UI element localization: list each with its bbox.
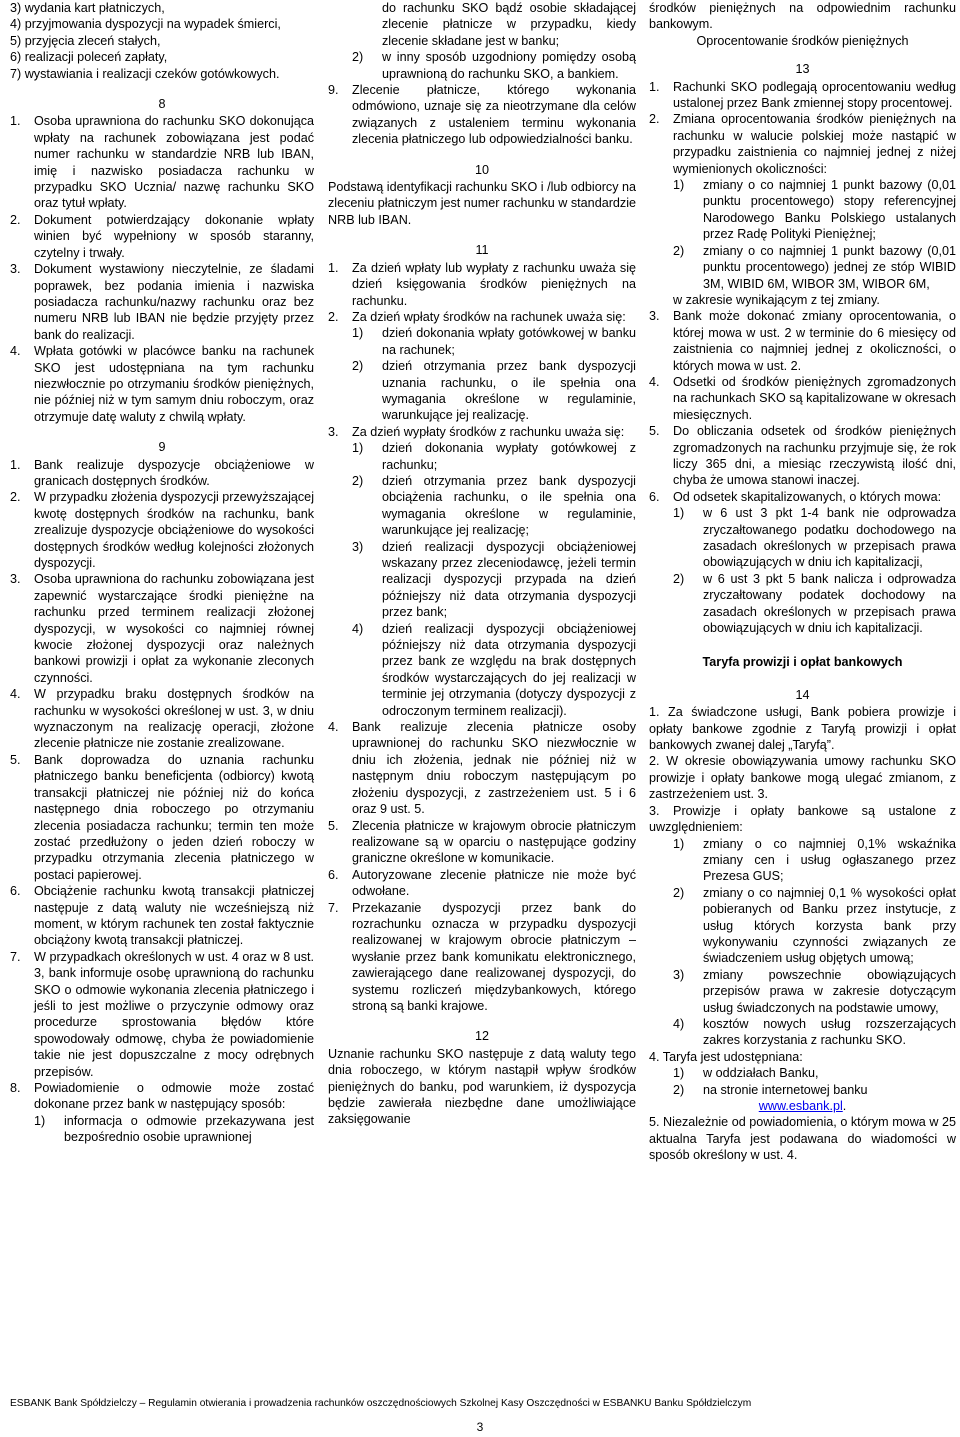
sub-item: 4) dzień realizacji dyspozycji obciążeniowej późniejszy niż data otrzymania dyspozycji przez bank ze względu na brak dostępnych środków wystarczających do jej realizacji w terminie jej otrzymania (dotyczy dyspozycji z odroczonym terminem realizacji).: [352, 621, 636, 718]
sub-item: 3) dzień realizacji dyspozycji obciążeniowej wskazany przez zleceniodawcę, jeżeli termin realizacji dyspozycji przypada na dzień późniejszy niż data otrzymania dyspozycji przez bank;: [352, 539, 636, 620]
paragraph-continued: środków pieniężnych na odpowiednim rachunku bankowym.: [649, 1, 956, 32]
column-left: [10, 0, 314, 1146]
paragraph: 3. Osoba uprawniona do rachunku zobowiązana jest zapewnić wystarczające środki pieniężne na rachunku przed terminem realizacji złożonej dyspozycji, w wysokości co najmniej równej kwocie złożonej dyspozycji oraz należnych bankowi prowizji i opłat za wykonanie zleconych czynności.: [10, 572, 314, 685]
page-number: 3: [476, 1420, 484, 1434]
paragraph: 5. Zlecenia płatnicze w krajowym obrocie płatniczym realizowane są w oparciu o następujące godziny graniczne określone w komunikacie.: [328, 818, 636, 866]
heading-interest: Oprocentowanie środków pieniężnych: [696, 33, 909, 48]
sub-item: 2) dzień otrzymania przez bank dyspozycji uznania rachunku, o ile spełnia ona wymagania określone w regulaminie, warunkujące jej realizację.: [352, 359, 636, 423]
sub-item: 3) zmiany powszechnie obowiązujących przepisów prawa w zakresie dotyczącym usług świadczonych na podstawie umowy,: [673, 967, 956, 1015]
column-right: [649, 0, 956, 1164]
paragraph: 3. Bank może dokonać zmiany oprocentowania, o której mowa w ust. 2 w terminie do 6 miesięcy od zaistnienia co najmniej jednej z okoliczności, o których mowa w ust. 2.: [649, 309, 956, 373]
sub-item: 1) dzień dokonania wypłaty gotówkowej z rachunku;: [352, 441, 636, 472]
sub-item: 2) na stronie internetowej banku: [673, 1082, 868, 1097]
section-title-10: 10: [474, 162, 489, 177]
section-title-11: 11: [475, 243, 489, 258]
section-title-14: 14: [795, 687, 810, 702]
paragraph: 4. Bank realizuje zlecenia płatnicze osoby uprawnionej do rachunku SKO niezwłocznie w dniu ich złożenia, jednak nie później niż w następnym dniu roboczym następującym po złożeniu dyspozycji, z zastrzeżeniem ust. 5 i 6 oraz 9 ust. 5.: [328, 720, 636, 817]
paragraph: 2. Za dzień wpłaty środków na rachunek uważa się:: [328, 309, 626, 324]
paragraph: 1. Osoba uprawniona do rachunku SKO dokonująca wpłaty na rachunek zobowiązana jest podać numer rachunku w standardzie NRB lub IBAN, imię i nazwisko posiadacza rachunku w przypadku SKO Ucznia/ nazwę rachunku SKO oraz tytuł wpłaty.: [10, 114, 314, 211]
sub-item: 1) zmiany o co najmniej 0,1% wskaźnika zmiany cen i usług ogłaszanego przez Prezesa GUS;: [673, 836, 956, 884]
website-link[interactable]: www.esbank.pl: [758, 1099, 843, 1113]
sub-item: 1) dzień dokonania wpłaty gotówkowej w banku na rachunek;: [352, 326, 636, 357]
sub-item: 2) dzień otrzymania przez bank dyspozycji obciążenia rachunku, o ile spełnia ona wymagania określone w regulaminie, warunkujące jej realizację;: [352, 473, 636, 538]
paragraph: Podstawą identyfikacji rachunku SKO i /lub odbiorcy na zleceniu płatniczym jest numer rachunku w standardzie NRB lub IBAN.: [328, 180, 637, 227]
sub-item: 2) w 6 ust 3 pkt 5 bank nalicza i odprowadza zryczałtowany podatek dochodowy na zasadach określonych w przepisach prawa obowiązujących w dniu ich kapitalizacji.: [673, 571, 956, 636]
list-item: 3) wydania kart płatniczych,: [10, 1, 165, 15]
paragraph: 7. Przekazanie dyspozycji przez bank do rozrachunku oznacza w przypadku dyspozycji realizowanej w krajowym obrocie płatniczym – wysłanie przez bank komunikatu elektronicznego, zawierającego dane realizowanej dyspozycji, do systemu rozliczeń międzybankowych, którego stroną są banki krajowe.: [328, 900, 636, 1013]
sub-item: 2) w inny sposób uzgodniony pomiędzy osobą uprawnioną do rachunku SKO, a bankiem.: [352, 50, 636, 81]
list-item: 5) przyjęcia zleceń stałych,: [10, 33, 161, 48]
paragraph: 9. Zlecenie płatnicze, którego wykonania odmówiono, uznaje się za nieotrzymane dla celów związanych z ustaleniem terminu wykonania zlecenia płatniczego lub odpowiedzialności banku.: [328, 83, 636, 147]
section-title-8: 8: [158, 97, 166, 112]
paragraph: 4. Odsetki od środków pieniężnych zgromadzonych na rachunkach SKO są kapitalizowane w okresach miesięcznych.: [649, 374, 956, 422]
column-middle: [328, 0, 636, 1128]
paragraph: 5. Do obliczania odsetek od środków pieniężnych zgromadzonych na rachunku przyjmuje się, że rok liczy 365 dni, a miesiąc rzeczywistą ilość dni, chyba że umowa stanowi inaczej.: [649, 424, 956, 488]
paragraph: 4. W przypadku braku dostępnych środków na rachunku w wysokości określonej w ust. 3, w dniu wyznaczonym na realizację operacji, złożone zlecenie płatnicze nie zostanie zrealizowane.: [10, 687, 314, 751]
sub-item: 1) informacja o odmowie przekazywana jest bezpośrednio osobie uprawnionej: [34, 1113, 314, 1145]
paragraph: 1. Za dzień wpłaty lub wypłaty z rachunku uważa się dzień księgowania środków pieniężnych na rachunku.: [328, 260, 636, 308]
paragraph: 3. Prowizje i opłaty bankowe są ustalone z uwzględnieniem:: [649, 803, 956, 835]
paragraph: 1. Rachunki SKO podlegają oprocentowaniu według ustalonej przez Bank zmiennej stopy procentowej.: [649, 79, 956, 111]
paragraph: 1. Za świadczone usługi, Bank pobiera prowizje i opłaty bankowe zgodnie z Taryfą prowizji i opłat bankowych zwanej dalej „Taryfą”.: [649, 705, 956, 753]
paragraph: 6. Autoryzowane zlecenie płatnicze nie może być odwołane.: [328, 867, 636, 899]
sub-item: 1) zmiany o co najmniej 1 punkt bazowy (0,01 punktu procentowego) stopy referencyjnej Narodowego Banku Polskiego ustalanych przez Radę Polityki Pieniężnej;: [673, 178, 956, 242]
paragraph: 3. Za dzień wypłaty środków z rachunku uważa się:: [328, 424, 625, 439]
sub-item: 2) zmiany o co najmniej 1 punkt bazowy (0,01 punktu procentowego) jednej ze stóp WIBID 3M, WIBID 6M, WIBOR 3M, WIBOR 6M,: [673, 243, 956, 291]
paragraph: 2. Zmiana oprocentowania środków pieniężnych na rachunku w walucie polskiej może nastąpić w przypadku zaistnienia co najmniej jednej z niżej wymienionych okoliczności:: [649, 112, 956, 176]
paragraph: 3. Dokument wystawiony nieczytelnie, ze śladami poprawek, bez podania imienia i nazwiska posiadacza rachunku/nazwy rachunku oraz bez numeru NRB lub IBAN nie będzie przyjęty przez bank do realizacji.: [10, 262, 314, 342]
list-item: 4) przyjmowania dyspozycji na wypadek śmierci,: [10, 17, 281, 32]
page-footer: ESBANK Bank Spółdzielczy – Regulamin otwierania i prowadzenia rachunków oszczędnościowych Szkolnej Kasy Oszczędności w ESBANKU Banku Spółdzielczym: [10, 1398, 752, 1409]
sub-item-tail: w zakresie wynikającym z tej zmiany.: [673, 292, 880, 307]
website-line: www.esbank.pl.: [758, 1099, 847, 1113]
sub-item: 4) kosztów nowych usług rozszerzających zakres korzystania z rachunku SKO.: [673, 1016, 956, 1048]
paragraph: 5. Niezależnie od powiadomienia, o którym mowa w 25 aktualna Taryfa jest podawana do wiadomości w sposób określony w ust. 4.: [649, 1115, 956, 1163]
paragraph: 5. Bank doprowadza do uznania rachunku płatniczego banku beneficjenta (odbiorcy) kwotą transakcji płatniczej nie później niż do końca następnego dnia roboczego po otrzymaniu zlecenia posiadacza rachunku; termin ten może zostać przedłużony o jeden dzień roboczy w przypadku otrzymania zlecenia płatniczego w postaci papierowej.: [10, 752, 314, 882]
sub-item: 1) w 6 ust 3 pkt 1-4 bank nie odprowadza zryczałtowanego podatku dochodowego na zasadach określonych w przepisach prawa obowiązujących w dniu ich kapitalizacji,: [673, 506, 956, 570]
paragraph: Uznanie rachunku SKO następuje z datą waluty tego dnia roboczego, w którym nastąpił wpływ środków pieniężnych do banku, pod warunkiem, iż dyspozycja będzie zawierała niezbędne dane umożliwiające zaksięgowanie: [328, 1046, 636, 1127]
sub-item-continued: do rachunku SKO bądź osobie składającej zlecenie płatnicze w przypadku, kiedy zlecenie składane jest w banku;: [382, 1, 636, 48]
paragraph: 1. Bank realizuje dyspozycje obciążeniowe w granicach dostępnych środków.: [10, 457, 314, 488]
paragraph: 8. Powiadomienie o odmowie może zostać dokonane przez bank w następujący sposób:: [10, 1081, 314, 1112]
paragraph: 2. W okresie obowiązywania umowy rachunku SKO prowizje i opłaty bankowe mogą ulegać zmianom, z zastrzeżeniem ust. 3.: [649, 754, 956, 802]
paragraph: 4. Taryfa jest udostępniana:: [649, 1049, 803, 1064]
list-item: 6) realizacji poleceń zapłaty,: [10, 50, 168, 65]
paragraph: 6. Od odsetek skapitalizowanych, o których mowa:: [649, 489, 942, 504]
section-title-9: 9: [158, 440, 166, 455]
sub-item: 2) zmiany o co najmniej 0,1 % wysokości opłat pobieranych od Banku przez instytucje, z usług których korzysta bank przy wykonywaniu czynności związanych ze świadczeniem usług objętych umową;: [673, 885, 956, 966]
paragraph: 2. Dokument potwierdzający dokonanie wpłaty winien być wypełniony w sposób staranny, czytelny i trwały.: [10, 212, 314, 260]
paragraph: 7. W przypadkach określonych w ust. 4 oraz w 8 ust. 3, bank informuje osobę uprawnioną do rachunku SKO o odmowie wykonania zlecenia płatniczego i jeśli to jest możliwe o przyczynie odmowy oraz procedurze sprostowania błędów które spowodowały odmowę, chyba że powiadomienie takie nie jest dopuszczalne z mocy odrębnych przepisów.: [10, 949, 314, 1079]
list-item: 7) wystawiania i realizacji czeków gotówkowych.: [10, 66, 280, 81]
section-title-13: 13: [795, 62, 810, 77]
paragraph: 4. Wpłata gotówki w placówce banku na rachunek SKO jest udostępniana na tym rachunku niezwłocznie po otrzymaniu środków pieniężnych, nie później niż w tym samym dniu roboczym, oraz otrzymuje datę waluty z chwilą wpłaty.: [10, 344, 314, 424]
paragraph: 2. W przypadku złożenia dyspozycji przewyższającej kwotę dostępnych środków na rachunku, bank zrealizuje dyspozycje obciążeniowe do wysokości dostępnych środków według kolejności złożonych dyspozycji.: [10, 490, 314, 570]
sub-item: 1) w oddziałach Banku,: [673, 1066, 819, 1081]
heading-fees: Taryfa prowizji i opłat bankowych: [702, 655, 903, 670]
section-title-12: 12: [474, 1029, 489, 1044]
paragraph: 6. Obciążenie rachunku kwotą transakcji płatniczej następuje z datą waluty nie wcześniejszą niż moment, w którym rachunek ten został faktycznie obciążony kwotą transakcji płatniczej.: [10, 884, 314, 948]
